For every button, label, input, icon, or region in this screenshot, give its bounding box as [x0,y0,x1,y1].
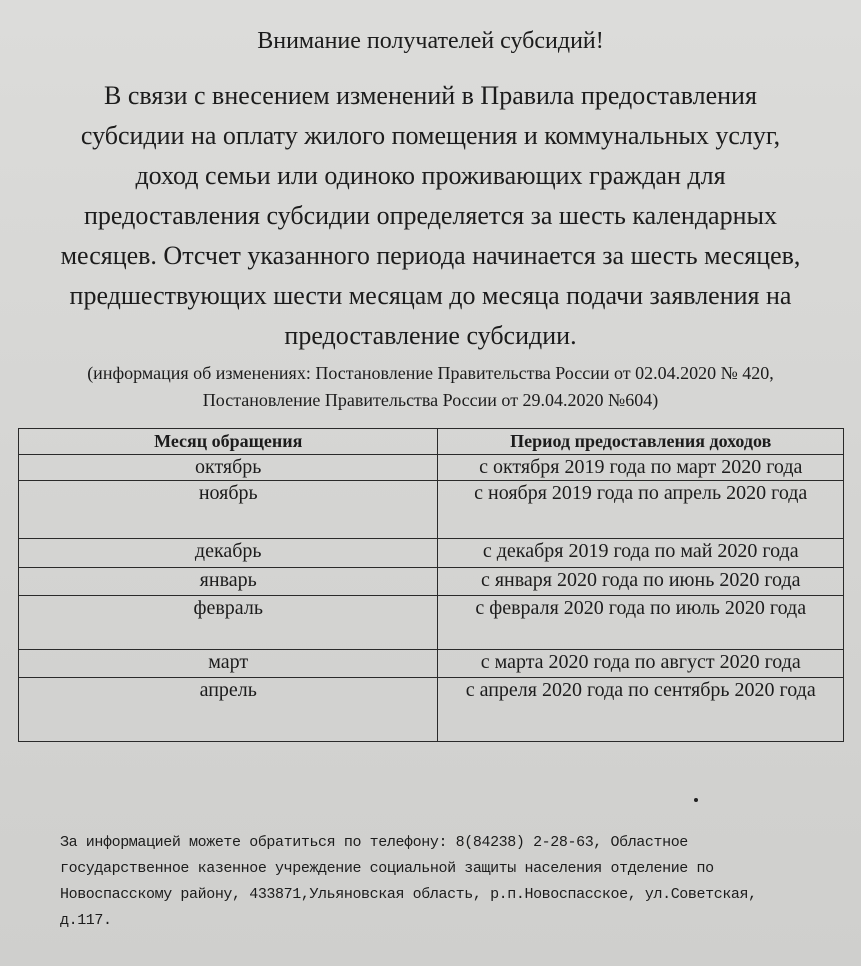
month-cell: март [19,650,438,678]
table-row [19,650,844,678]
month-cell: январь [19,568,438,596]
regulation-info [20,360,841,414]
footer-line: д.117. [60,912,112,929]
ink-dot [694,798,698,802]
contact-footer [60,830,830,934]
month-cell: декабрь [19,539,438,568]
period-cell: с февраля 2020 года по июль 2020 года [438,596,844,650]
period-cell: с марта 2020 года по август 2020 года [438,650,844,678]
footer-line: Новоспасскому району, 433871,Ульяновская область, р.п.Новоспасское, ул.Советская, [60,886,757,903]
body-line: месяцев. Отсчет указанного периода начинается за шесть месяцев, [60,241,801,270]
period-cell: с октября 2019 года по март 2020 года [438,455,844,481]
body-line: субсидии на оплату жилого помещения и коммунальных услуг, [80,121,781,150]
header-period: Период предоставления доходов [438,429,844,455]
notice-title: Внимание получателей субсидий! [257,28,604,54]
period-cell: с января 2020 года по июнь 2020 года [438,568,844,596]
info-line: Постановление Правительства России от 29.04.2020 №604) [202,390,659,410]
table-row [19,596,844,650]
month-cell: февраль [19,596,438,650]
period-cell: с декабря 2019 года по май 2020 года [438,539,844,568]
body-line: предшествующих шести месяцам до месяца подачи заявления на [69,281,792,310]
month-cell: апрель [19,678,438,742]
month-cell: октябрь [19,455,438,481]
info-line: (информация об изменениях: Постановление Правительства России от 02.04.2020 № 420, [87,363,774,383]
body-line: доход семьи или одиноко проживающих граждан для [135,161,726,190]
notice-body [28,76,833,356]
table-row [19,455,844,481]
header-month: Месяц обращения [19,429,438,455]
body-line: В связи с внесением изменений в Правила предоставления [104,81,757,110]
table-row [19,539,844,568]
period-cell: с ноября 2019 года по апрель 2020 года [438,481,844,539]
footer-line: государственное казенное учреждение социальной защиты населения отделение по [60,860,714,877]
table-row [19,568,844,596]
income-period-table [18,428,844,742]
body-line: предоставление субсидии. [284,321,577,350]
body-line: предоставления субсидии определяется за шесть календарных [84,201,777,230]
footer-line: За информацией можете обратиться по телефону: 8(84238) 2-28-63, Областное [60,834,688,851]
month-cell: ноябрь [19,481,438,539]
table-row [19,678,844,742]
table-row [19,481,844,539]
table-header-row [19,429,844,455]
period-cell: с апреля 2020 года по сентябрь 2020 года [438,678,844,742]
